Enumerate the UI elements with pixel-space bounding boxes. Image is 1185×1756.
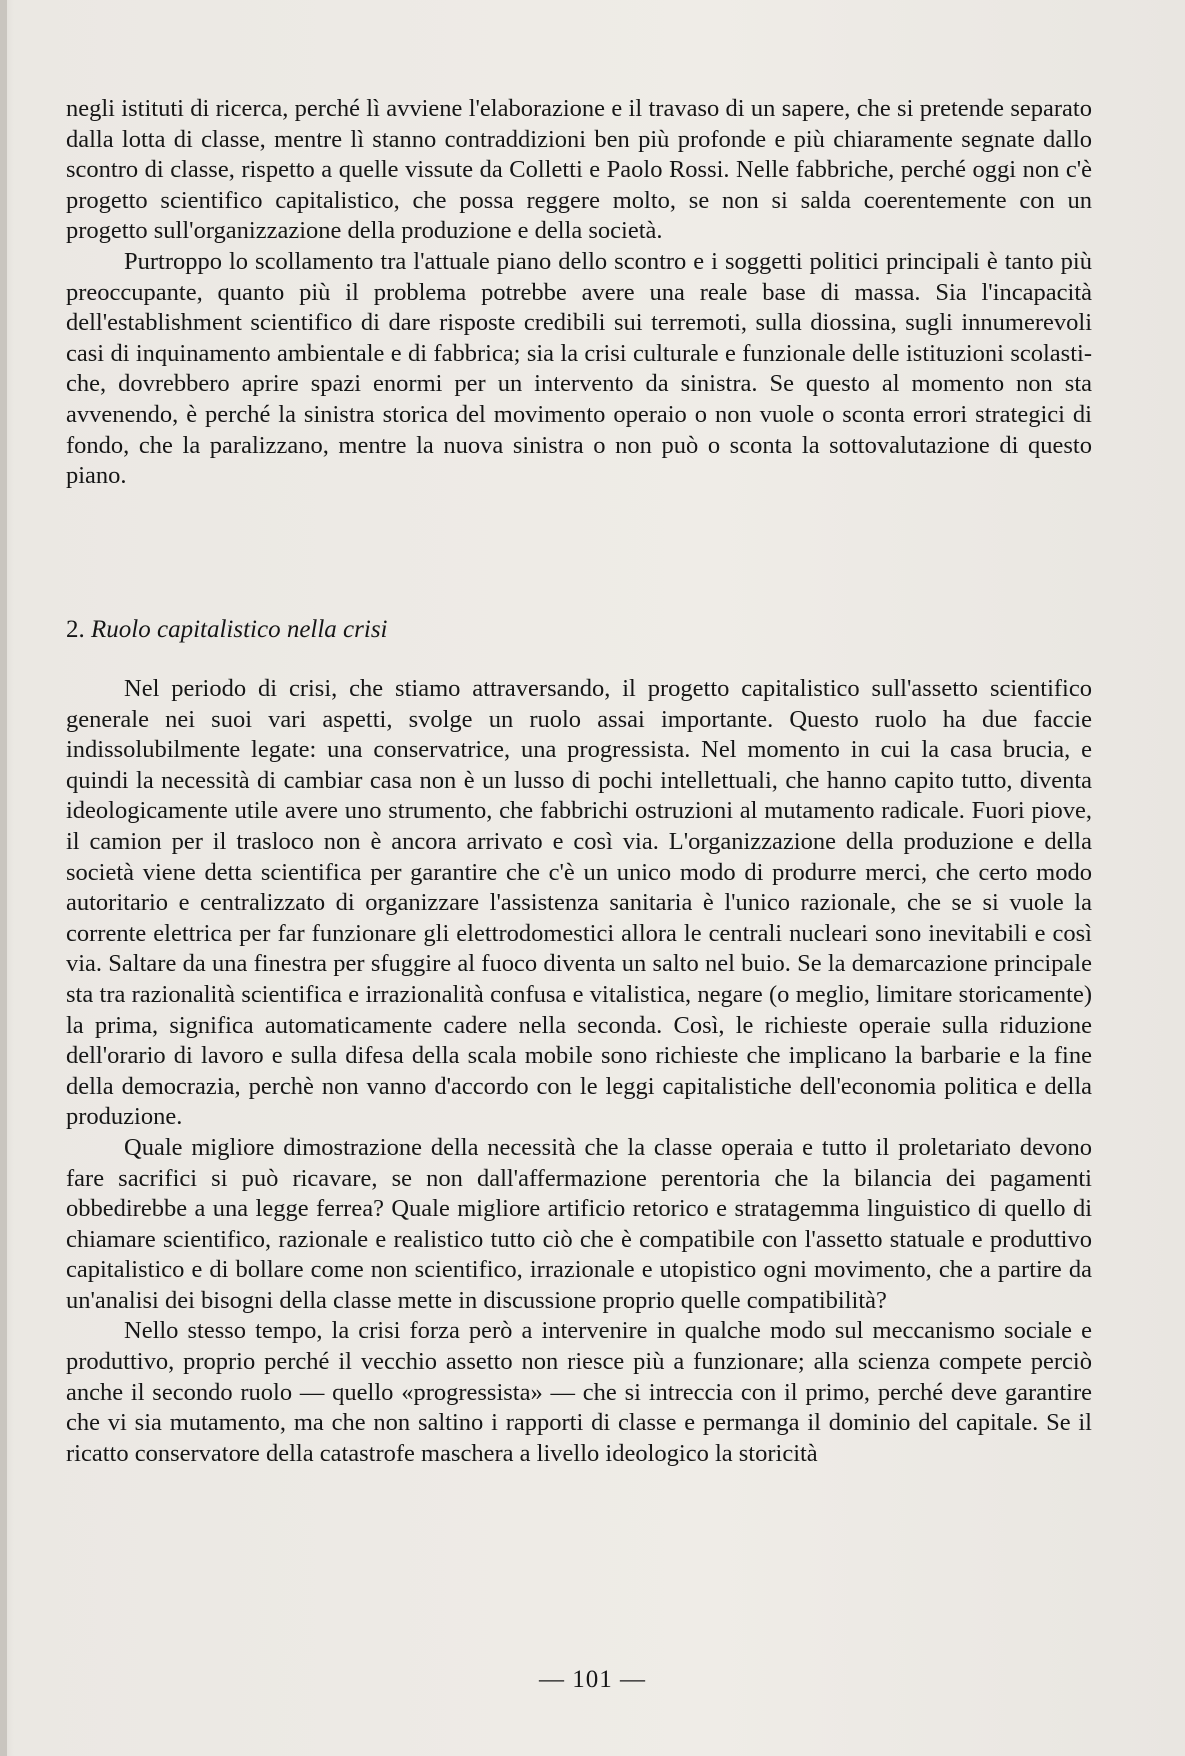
paragraph: negli istituti di ricerca, perché lì avviene l'elaborazione e il travaso di un sapere, che si pretende separato dalla lotta di classe, mentre lì stanno contraddizioni ben più profonde e più chiaramente segnate dallo scontro di classe, rispetto a quelle vissute da Colletti e Paolo Rossi. Nelle fabbriche, perché oggi non c'è progetto scientifico capitalistico, che possa reggere molto, se non si salda coerentemente con un progetto sull'organizzazione della produzione e della società. <box>66 95 1092 245</box>
section-title: Ruolo capitalistico nella crisi <box>91 616 388 643</box>
section-2-text <box>66 674 1092 1469</box>
paragraph: Nello stesso tempo, la crisi forza però a intervenire in qualche modo sul meccanismo sociale e produttivo, proprio perché il vecchio assetto non riesce più a funzionare; alla scienza compete perciò anche il secondo ruolo — quello «progressista» — che si intreccia con il primo, perché deve garantire che vi sia mutamento, ma che non saltino i rapporti di classe e permanga il dominio del capitale. Se il ricatto conservatore della catastrofe maschera a livello ideologico la storicità <box>66 1317 1092 1467</box>
page-edge <box>0 0 7 1756</box>
paragraph: Quale migliore dimostrazione della necessità che la classe operaia e tutto il proletariato devono fare sacrifici si può ricavare, se non dall'affermazione perentoria che la bilancia dei pagamenti obbedirebbe a una legge ferrea? Quale migliore artificio retorico e stratagemma linguistico di quello di chiamare scientifico, razionale e realistico tutto ciò che è compatibile con l'assetto statuale e produttivo capitalistico e di bollare come non scientifico, irrazionale e utopistico ogni movimento, che a partire da un'analisi dei bisogni della classe mette in discussione proprio quelle compatibilità? <box>66 1133 1092 1314</box>
paragraph: Nel periodo di crisi, che stiamo attraversando, il progetto capitalistico sull'assetto scientifico generale nei suoi vari aspetti, svolge un ruolo assai importante. Questo ruolo ha due faccie indissolubilmente legate: una conservatrice, una progressista. Nel momento in cui la casa brucia, e quindi la necessità di cambiar casa non è un lusso di pochi intellettuali, che hanno capito tutto, diventa ideologicamente utile avere uno strumento, che fabbrichi ostruzioni al mutamento radicale. Fuori piove, il camion per il trasloco non è ancora arrivato e così via. L'organizzazione della produzione e della società viene detta scientifica per garantire che c'è un unico modo di produrre merci, che certo modo autoritario e centralizzato di organizzare l'assistenza sanitaria è l'unico razionale, che se si vuole la corrente elettrica per far funzionare gli elettrodomestici allora le centrali nucleari sono inevitabili e così via. Saltare da una finestra per sfuggire al fuoco diventa un salto nel buio. Se la demarcazione principale sta tra razionalità scientifica e irrazionalità confusa e vitalistica, negare (o meglio, limitare storicamente) la prima, significa automaticamente cadere nella seconda. Così, le richieste operaie sulla riduzione dell'orario di lavoro e sulla difesa della scala mobile sono richieste che implicano la barbarie e la fine della democrazia, perchè non vanno d'accordo con le leggi capitalistiche dell'economia politica e della produzione. <box>66 675 1092 1131</box>
page-number: — 101 — <box>539 1666 646 1693</box>
section-heading <box>66 614 388 646</box>
section-number: 2. <box>66 616 85 643</box>
section-1-text <box>66 94 1092 492</box>
paragraph: Purtroppo lo scollamento tra l'attuale piano dello scontro e i soggetti politici principali è tanto più preoccupante, quanto più il problema potrebbe avere una reale base di massa. Sia l'incapacità dell'establishment scientifico di dare risposte credibili sui terremoti, sulla diossina, sugli innumerevoli casi di inquinamento ambientale e di fabbrica; sia la crisi culturale e funzionale delle istituzioni scolastiche, dovrebbero aprire spazi enormi per un intervento da sinistra. Se questo al momento non sta avvenendo, è perché la sinistra storica del movimento operaio o non vuole o sconta errori strategici di fondo, che la paralizzano, mentre la nuova sinistra o non può o sconta la sottovalutazione di questo piano. <box>66 247 1092 490</box>
